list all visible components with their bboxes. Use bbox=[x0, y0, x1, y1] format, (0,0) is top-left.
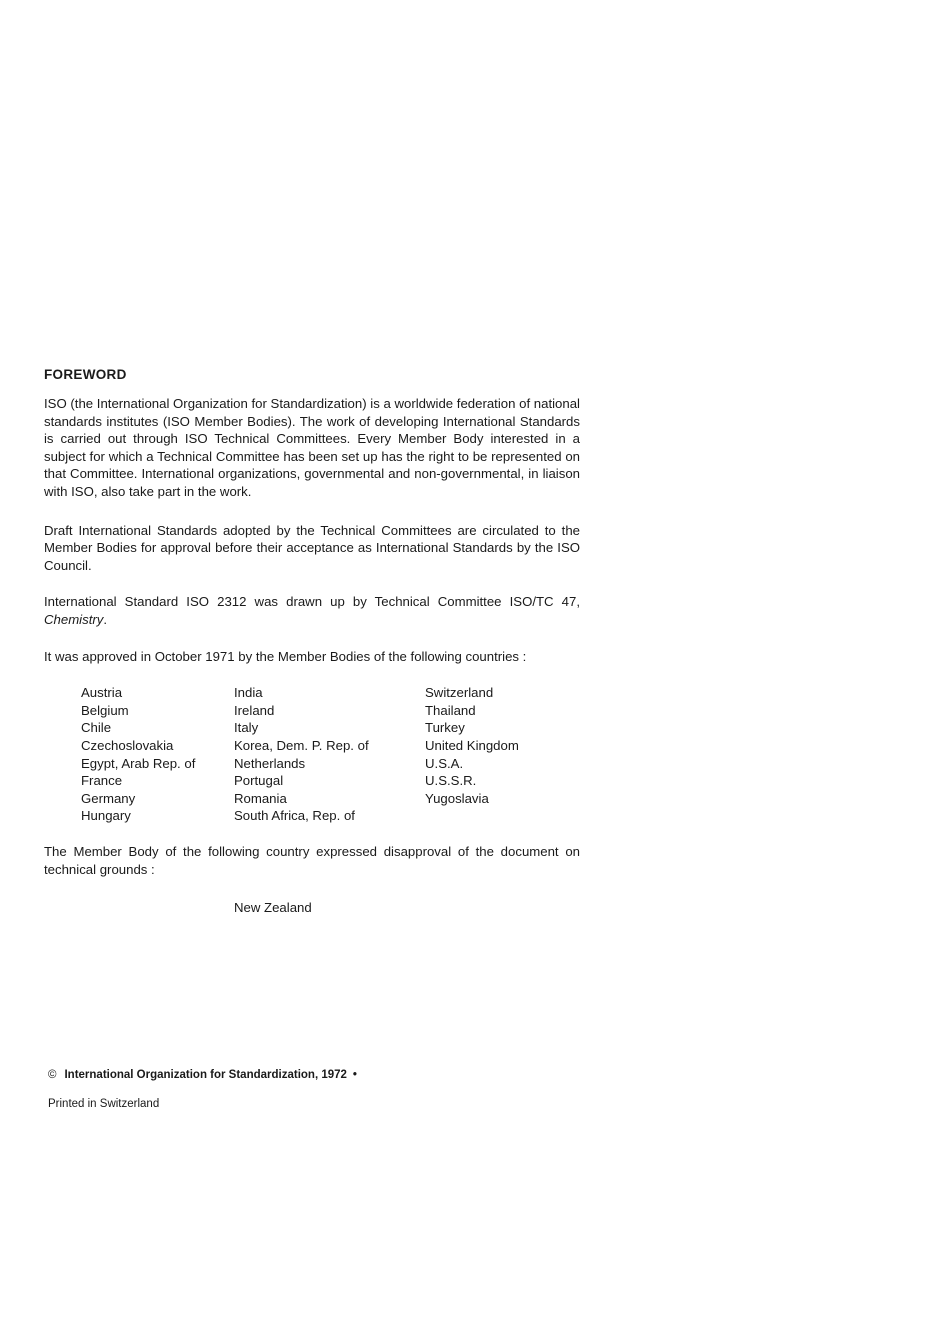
paragraph-approval: It was approved in October 1971 by the Member Bodies of the following countries : bbox=[44, 648, 527, 664]
country-item: Czechoslovakia bbox=[81, 737, 174, 753]
country-item: Yugoslavia bbox=[425, 790, 489, 806]
bullet-icon: • bbox=[352, 1069, 357, 1081]
country-item: United Kingdom bbox=[425, 737, 519, 753]
foreword-heading: FOREWORD bbox=[44, 367, 127, 382]
country-item: Italy bbox=[234, 720, 259, 736]
copyright-text: International Organization for Standardization, 1972 bbox=[64, 1069, 347, 1081]
country-item: Korea, Dem. P. Rep. of bbox=[234, 737, 369, 753]
country-item: U.S.A. bbox=[425, 755, 464, 771]
country-item: Portugal bbox=[234, 773, 284, 789]
paragraph-drawn-up-text: International Standard ISO 2312 was drawn up by Technical Committee ISO/TC 47, bbox=[44, 594, 580, 610]
country-item: Turkey bbox=[425, 720, 465, 736]
country-item: Thailand bbox=[425, 702, 476, 718]
country-item: Chile bbox=[81, 720, 112, 736]
foreword-section bbox=[44, 367, 580, 917]
country-item: U.S.S.R. bbox=[425, 773, 477, 789]
paragraph-disapproval: The Member Body of the following country expressed disapproval of the document on technical grounds : bbox=[44, 844, 580, 877]
country-item: Austria bbox=[81, 685, 123, 701]
country-item: Hungary bbox=[81, 808, 131, 824]
countries-column-2 bbox=[234, 684, 369, 825]
country-item: Germany bbox=[81, 790, 136, 806]
paragraph-drawn-up-by bbox=[44, 593, 580, 628]
country-item: Romania bbox=[234, 790, 287, 806]
printed-in-text: Printed in Switzerland bbox=[48, 1098, 160, 1110]
country-item: Belgium bbox=[81, 702, 129, 718]
country-item: Ireland bbox=[234, 702, 275, 718]
country-item: Netherlands bbox=[234, 755, 306, 771]
country-item: Egypt, Arab Rep. of bbox=[81, 755, 196, 771]
committee-name: Chemistry bbox=[44, 611, 104, 627]
countries-column-1 bbox=[81, 684, 195, 825]
countries-column-3 bbox=[425, 684, 519, 807]
approving-countries-list bbox=[81, 684, 580, 824]
copyright-line bbox=[48, 1069, 357, 1081]
paragraph-draft-standards: Draft International Standards adopted by the Technical Committees are circulated to the Member Bodies for approval before their acceptance as International Standards by the ISO Council. bbox=[44, 522, 580, 573]
country-item: Switzerland bbox=[425, 685, 494, 701]
country-item: India bbox=[234, 685, 263, 701]
disapproving-country: New Zealand bbox=[234, 900, 312, 916]
country-item: France bbox=[81, 773, 123, 789]
paragraph-iso-description: ISO (the International Organization for Standardization) is a worldwide federation of national standards institutes (ISO Member Bodies). The work of developing International Standards is carried out through ISO Technical Committees. Every Member Body interested in a subject for which a Technical Committee has been set up has the right to be represented on that Committee. International organizations, governmental and non-governmental, in liaison with ISO, also take part in the work. bbox=[44, 396, 580, 499]
country-item: South Africa, Rep. of bbox=[234, 808, 355, 824]
copyright-symbol: © bbox=[48, 1069, 57, 1081]
paragraph-drawn-up-suffix: . bbox=[103, 611, 108, 627]
